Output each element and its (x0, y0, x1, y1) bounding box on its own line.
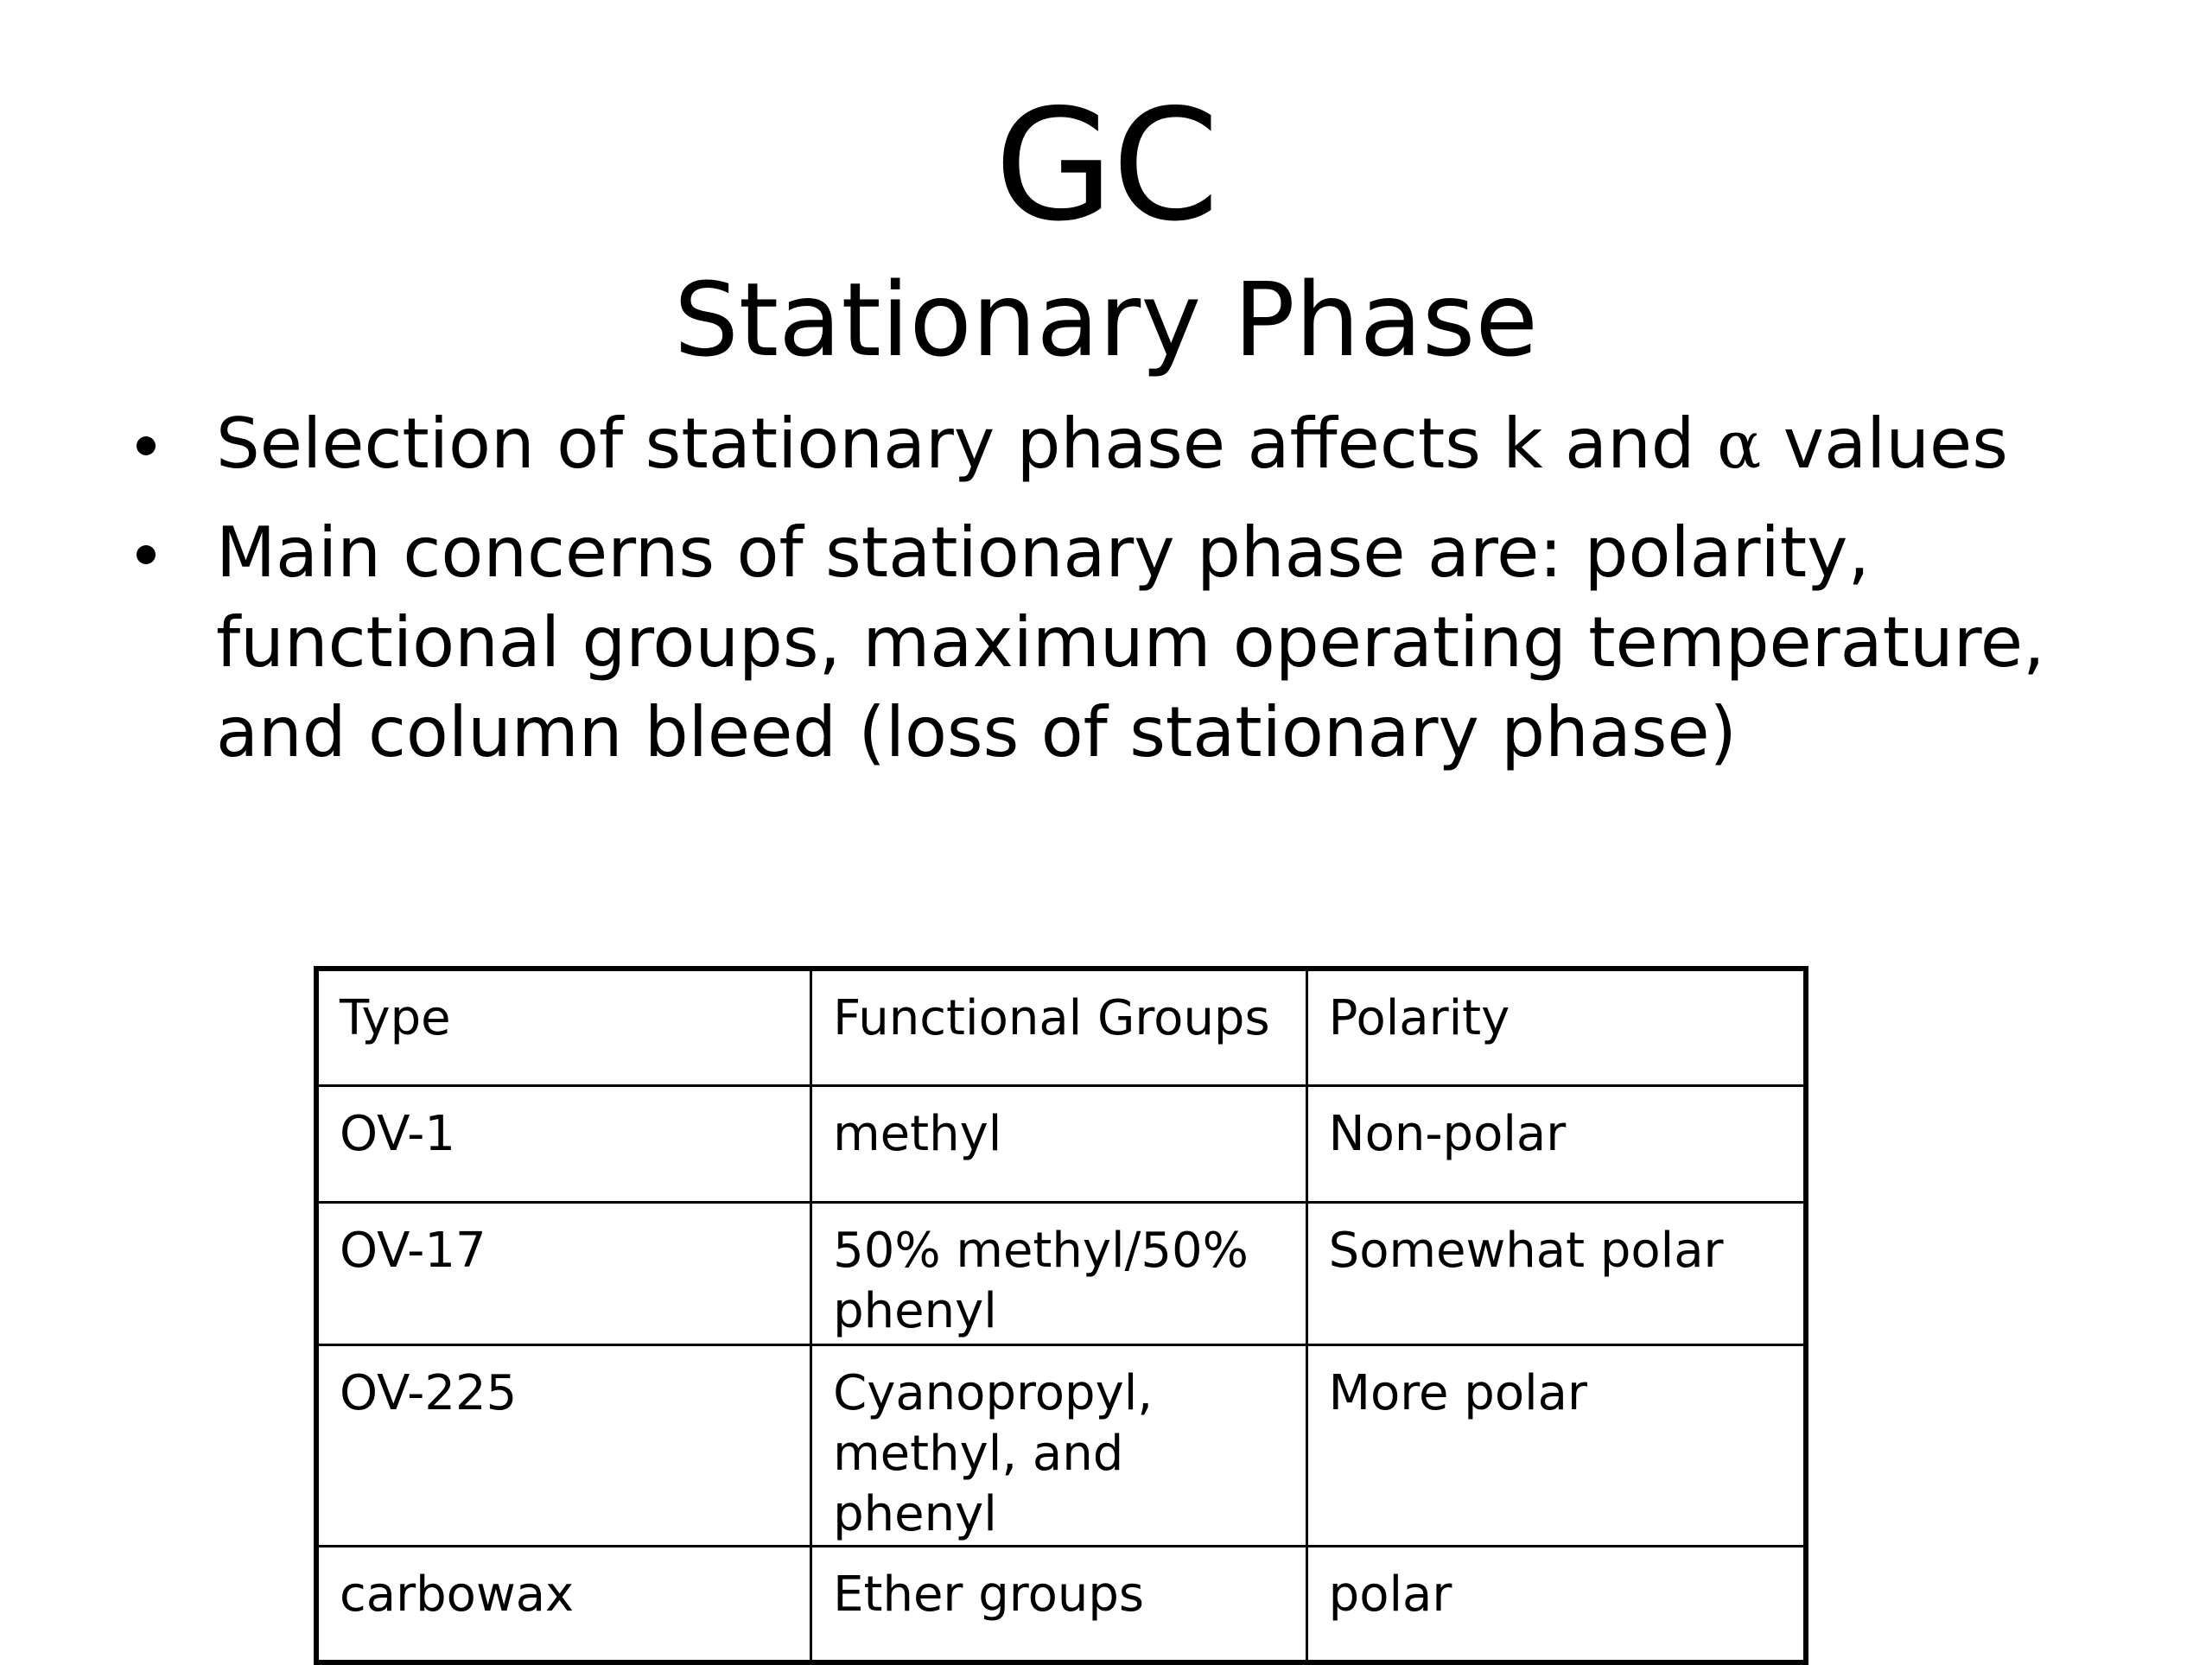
bullet-text-after: values (1761, 404, 2008, 484)
table-cell: Somewhat polar (1306, 1202, 1806, 1344)
bullet-dot-icon (137, 545, 156, 564)
table-cell: 50% methyl/50% phenyl (811, 1202, 1307, 1344)
table-cell: Ether groups (811, 1546, 1307, 1662)
bullet-text-before: Selection of stationary phase affects k and (216, 404, 1717, 484)
slide-title: GC (994, 76, 1218, 255)
bullet-text: Main concerns of stationary phase are: polarity, functional groups, maximum operating temperature, and column bleed (loss of stationary phase) (216, 512, 2045, 772)
table-cell: Cyanopropyl, methyl, and phenyl (811, 1344, 1307, 1546)
table-header-cell: Functional Groups (811, 969, 1307, 1085)
table-header-cell: Polarity (1306, 969, 1806, 1085)
table-row (316, 1546, 1806, 1662)
table-cell: carbowax (316, 1546, 811, 1662)
table-cell: polar (1306, 1546, 1806, 1662)
table-cell: methyl (811, 1085, 1307, 1202)
bullet-list (130, 399, 2117, 778)
table-cell: OV-225 (316, 1344, 811, 1546)
table-cell: OV-1 (316, 1085, 811, 1202)
bullet-item-selection (130, 399, 2117, 490)
alpha-symbol: α (1717, 406, 1762, 483)
table-header-cell: Type (316, 969, 811, 1085)
table-cell: OV-17 (316, 1202, 811, 1344)
table-header-row (316, 969, 1806, 1085)
table-row (316, 1344, 1806, 1546)
table-cell: Non-polar (1306, 1085, 1806, 1202)
table-cell: More polar (1306, 1344, 1806, 1546)
bullet-dot-icon (137, 436, 156, 455)
table-row (316, 1085, 1806, 1202)
table-row (316, 1202, 1806, 1344)
stationary-phase-table (314, 966, 1808, 1665)
bullet-item-concerns (130, 508, 2117, 778)
slide-subtitle: Stationary Phase (673, 260, 1538, 379)
